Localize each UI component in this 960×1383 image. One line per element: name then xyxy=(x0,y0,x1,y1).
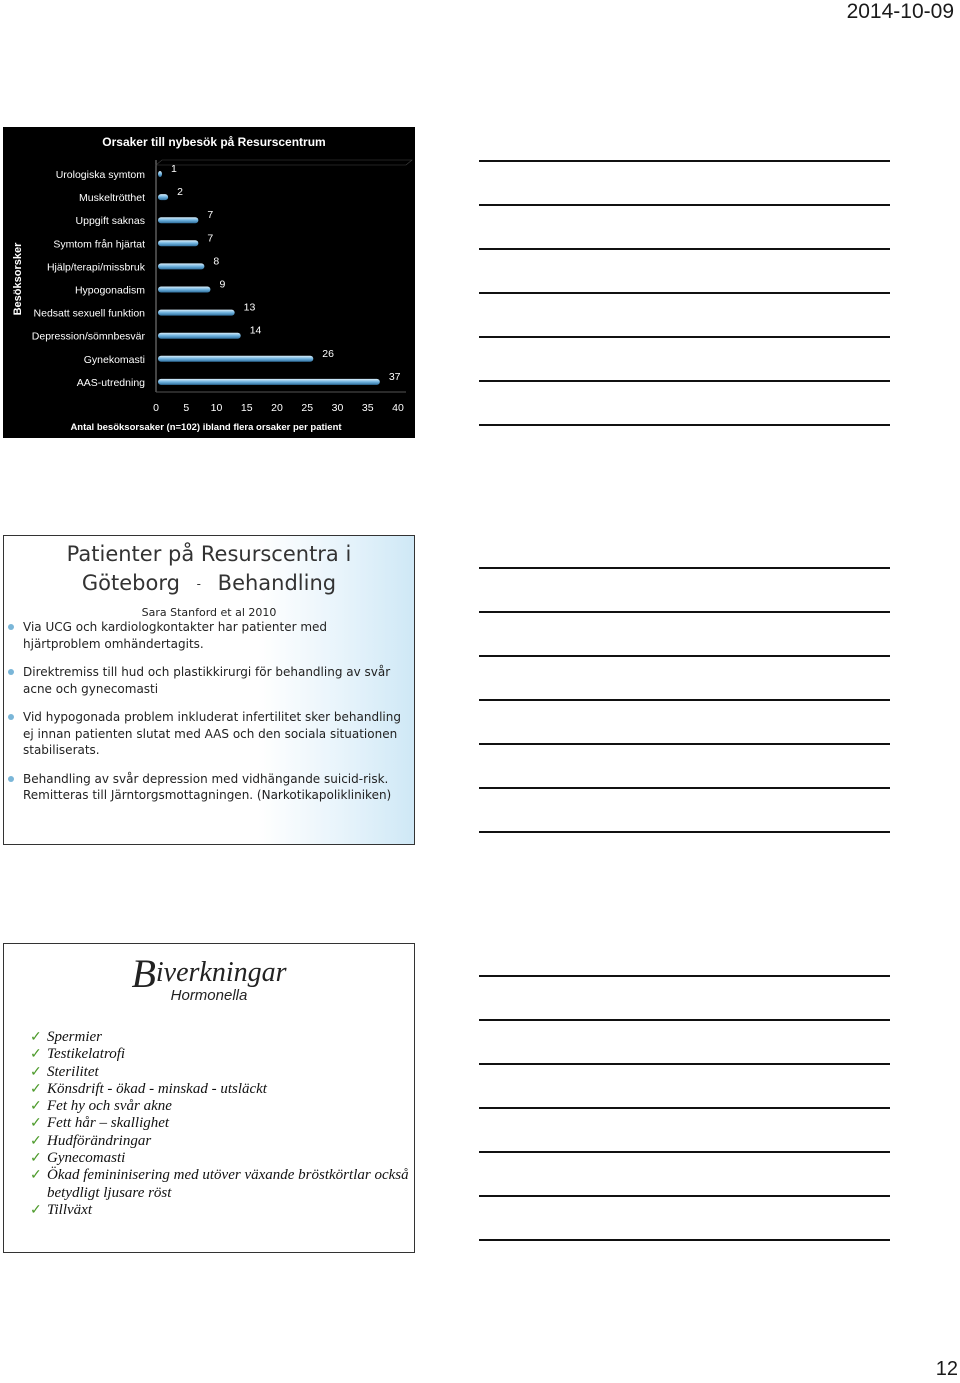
page-number: 12 xyxy=(935,1358,958,1380)
list-item: ✓ Fett hår – skallighet xyxy=(30,1115,170,1132)
list-item: ✓ Sterilitet xyxy=(30,1063,99,1080)
chart-xlabel: Antal besöksorsaker (n=102) ibland flera orsaker per patient xyxy=(70,422,342,433)
slide-2-bullet-list xyxy=(4,619,404,804)
category-label: Depression/sömnbesvär xyxy=(31,330,145,343)
x-tick-label: 30 xyxy=(331,402,344,414)
data-label: 8 xyxy=(213,255,220,268)
bullet-dot-icon xyxy=(8,624,14,630)
category-label: Symtom från hjärtat xyxy=(53,238,145,251)
list-item: ✓ Gynecomasti xyxy=(30,1150,126,1167)
checkmark-icon: ✓ xyxy=(30,1099,42,1115)
bullet-dot-icon xyxy=(8,669,14,675)
list-item: ✓ Hudförändringar xyxy=(30,1132,152,1149)
list-item: Behandling av svår depression med vidhängande suicid-risk. Remitteras till Järntorgsmottagningen. (Narkotikapolikliniken) xyxy=(4,771,404,804)
slide-3-title: Biverkningar xyxy=(131,951,287,996)
checkmark-icon: ✓ xyxy=(30,1116,42,1132)
data-label: 7 xyxy=(207,209,214,222)
category-label: Hjälp/terapi/missbruk xyxy=(46,261,145,274)
data-label: 2 xyxy=(177,186,183,199)
list-item: Vid hypogonada problem inkluderat infertilitet sker behandling ej innan patienten slutat med AAS och den sociala situationen stabiliserats. xyxy=(4,709,404,759)
checkmark-icon: ✓ xyxy=(30,1047,42,1063)
list-item: ✓ Testikelatrofi xyxy=(30,1046,126,1063)
x-tick-label: 5 xyxy=(183,402,190,414)
list-item: Direktremiss till hud och plastikkirurgi för behandling av svår acne och gynecomasti xyxy=(4,664,404,697)
list-item: ✓ Fet hy och svår akne xyxy=(30,1098,172,1115)
category-label: Gynekomasti xyxy=(83,353,145,366)
data-label: 14 xyxy=(249,324,262,337)
chart-title: Orsaker till nybesök på Resurscentrum xyxy=(102,135,326,149)
data-label: 7 xyxy=(207,232,214,245)
x-tick-label: 15 xyxy=(240,402,253,414)
slide-3-subtitle: Hormonella xyxy=(170,987,248,1004)
bar xyxy=(158,379,380,385)
bar-chart xyxy=(3,127,415,438)
slide-2-treatment xyxy=(3,535,415,845)
category-label: Uppgift saknas xyxy=(75,215,145,228)
bar xyxy=(158,194,168,200)
chart-ylabel: Besöksorsker xyxy=(12,242,24,316)
slide-3-checklist xyxy=(30,1029,410,1219)
checkmark-icon: ✓ xyxy=(30,1168,42,1184)
x-tick-label: 20 xyxy=(271,402,283,414)
category-label: Urologiska symtom xyxy=(55,169,145,181)
list-item: ✓ Spermier xyxy=(30,1029,102,1045)
x-tick-label: 25 xyxy=(301,402,314,414)
checkmark-icon: ✓ xyxy=(30,1030,42,1045)
category-label: Nedsatt sexuell funktion xyxy=(33,307,145,320)
data-label: 9 xyxy=(219,278,226,291)
slide-2-title: Patienter på Resurscentra i Göteborg - Behandling xyxy=(66,542,352,595)
slide-3-side-effects xyxy=(3,943,415,1253)
bar xyxy=(158,333,241,339)
checkmark-icon: ✓ xyxy=(30,1151,42,1167)
list-item: ✓ Könsdrift - ökad - minskad - utsläckt xyxy=(30,1080,267,1097)
bar xyxy=(158,310,235,316)
bar xyxy=(158,240,198,246)
list-item: Via UCG och kardiologkontakter har patienter med hjärtproblem omhändertagits. xyxy=(4,619,404,652)
checkmark-icon: ✓ xyxy=(30,1202,42,1218)
bar xyxy=(158,356,313,362)
data-label: 26 xyxy=(322,347,334,360)
bar xyxy=(158,217,198,223)
category-label: AAS-utredning xyxy=(76,376,145,389)
x-tick-label: 40 xyxy=(392,402,404,414)
list-item: ✓ Ökad femininisering med utöver växande bröstkörtlar också betydligt ljusare röst xyxy=(30,1167,409,1201)
x-tick-label: 10 xyxy=(210,402,223,414)
bar xyxy=(158,171,162,177)
bar xyxy=(158,263,204,269)
list-item: ✓ Tillväxt xyxy=(30,1201,92,1218)
bar xyxy=(158,287,210,293)
category-label: Muskeltrötthet xyxy=(79,192,145,205)
page-date: 2014-10-09 xyxy=(846,0,954,23)
checkmark-icon: ✓ xyxy=(30,1081,42,1097)
data-label: 1 xyxy=(171,163,177,175)
checkmark-icon: ✓ xyxy=(30,1064,42,1080)
bullet-dot-icon xyxy=(8,714,14,720)
x-tick-label: 0 xyxy=(153,402,159,414)
slide-2-subtitle: Sara Stanford et al 2010 xyxy=(141,606,277,619)
checkmark-icon: ✓ xyxy=(30,1133,42,1149)
data-label: 37 xyxy=(388,370,401,383)
category-label: Hypogonadism xyxy=(74,284,145,297)
slide-1-chart xyxy=(3,127,415,438)
bullet-dot-icon xyxy=(8,776,14,782)
data-label: 13 xyxy=(243,301,256,314)
x-tick-label: 35 xyxy=(361,402,374,414)
